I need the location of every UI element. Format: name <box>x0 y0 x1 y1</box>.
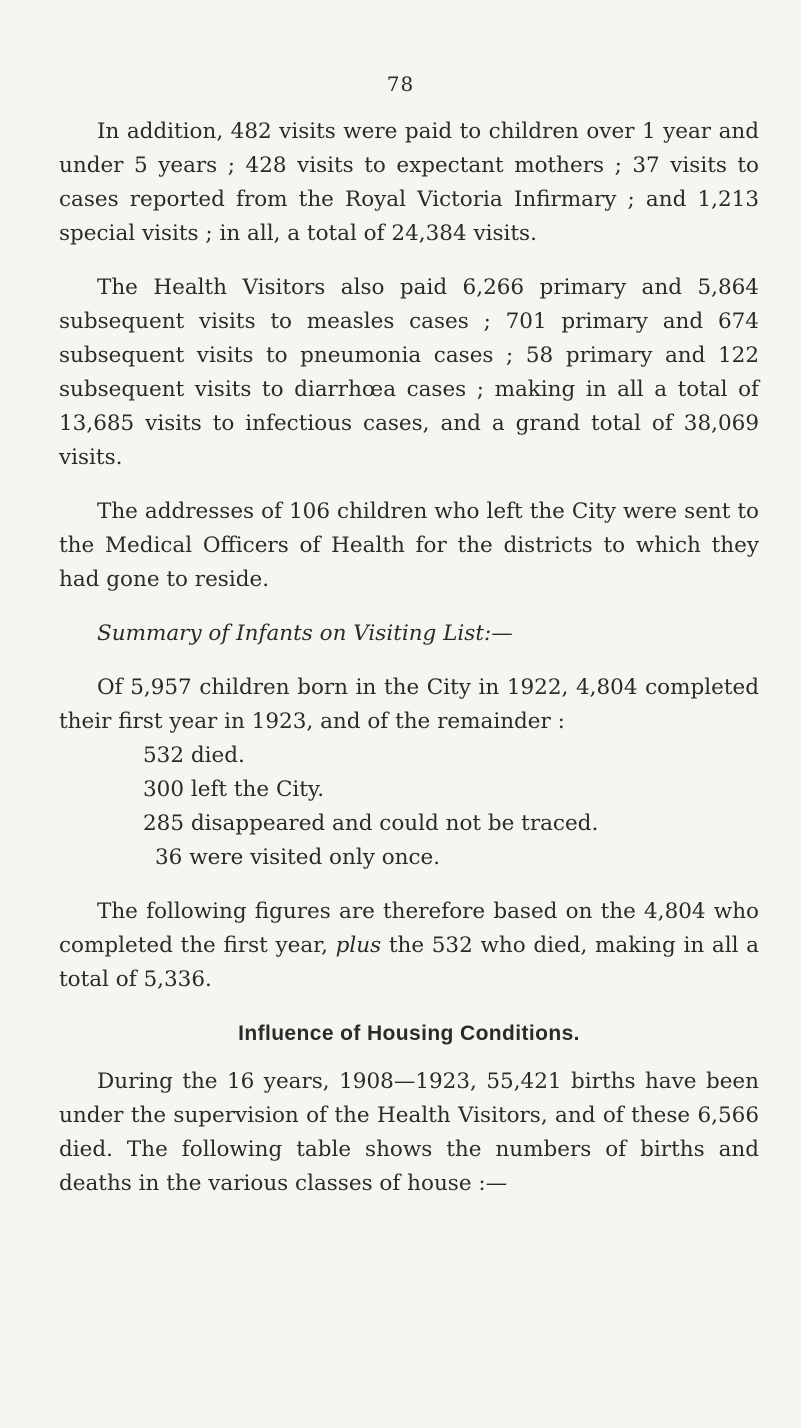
list-item: 36 were visited only once. <box>155 845 441 870</box>
body-text <box>59 115 759 1221</box>
plus-italic: plus <box>335 933 382 958</box>
list-item: 285 disappeared and could not be traced. <box>143 811 599 836</box>
remainder-list <box>59 739 759 875</box>
paragraph-infectious-visits: The Health Visitors also paid 6,266 primary and 5,864 subsequent visits to measles cases ; 701 primary and 674 subsequent visits to pneumonia cases ; 58 primary and 122 subsequent visits to diarrhœa cases ; making in all a total of 13,685 visits to infectious cases, and a grand total of 38,069 visits. <box>59 275 759 470</box>
list-item: 300 left the City. <box>143 777 325 802</box>
paragraph-figures-basis-end: the 532 who died, making in all a total of 5,336. <box>59 933 759 992</box>
paragraph-children-born: Of 5,957 children born in the City in 1922, 4,804 completed their first year in 1923, and of the remainder : <box>59 675 759 734</box>
paragraph-housing-births: During the 16 years, 1908—1923, 55,421 births have been under the supervision of the Health Visitors, and of these 6,566 died. The following table shows the numbers of births and deaths in the various classes of house :— <box>59 1069 759 1196</box>
paragraph-visits-summary: In addition, 482 visits were paid to children over 1 year and under 5 years ; 428 visits to expectant mothers ; 37 visits to cases reported from the Royal Victoria Infirmary ; and 1,213 special visits ; in all, a total of 24,384 visits. <box>59 119 759 246</box>
paragraph-addresses: The addresses of 106 children who left the City were sent to the Medical Officers of Health for the districts to which they had gone to reside. <box>59 499 759 592</box>
list-item: 532 died. <box>143 743 245 768</box>
paragraph-figures-basis-start: The following figures are therefore based on the 4,804 who completed the first year, <box>59 899 759 958</box>
section-heading-housing: Influence of Housing Conditions. <box>238 1022 580 1045</box>
summary-heading: Summary of Infants on Visiting List:— <box>97 621 513 646</box>
page-number: 78 <box>386 72 415 96</box>
paragraph-figures-basis <box>59 895 759 997</box>
